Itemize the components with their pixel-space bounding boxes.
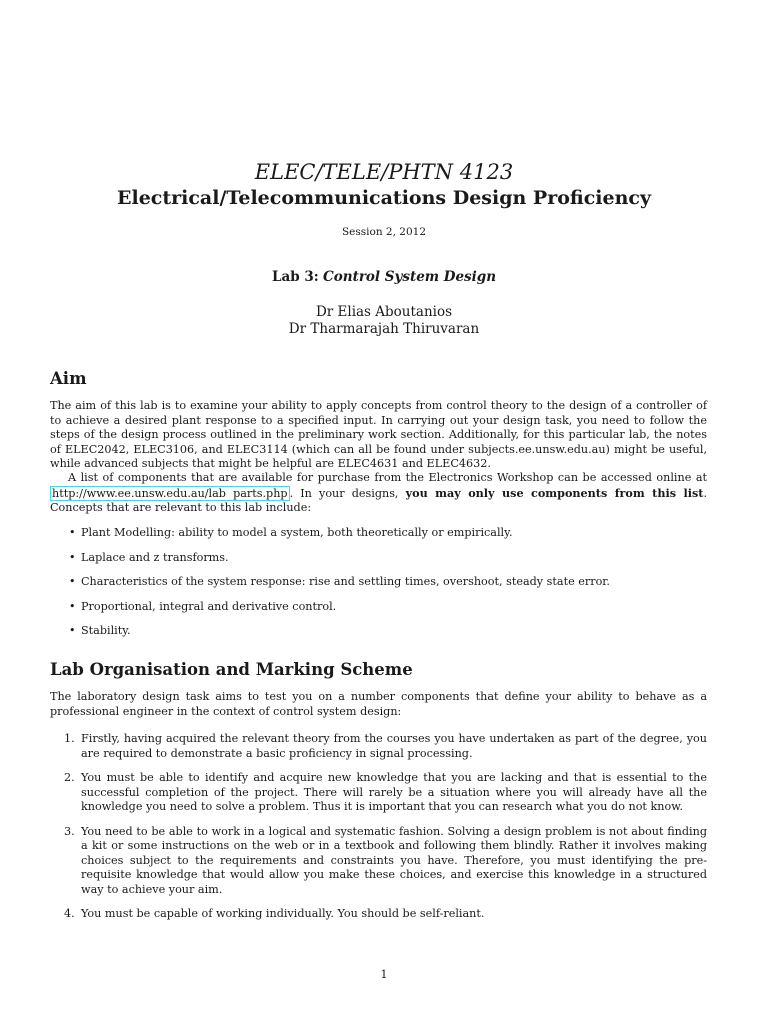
list-item	[50, 907, 707, 922]
course-code: ELEC/TELE/PHTN 4123	[254, 160, 514, 184]
list-item-text: Plant Modelling: ability to model a system, both theoretically or empirically.	[81, 526, 513, 539]
list-item-text: Characteristics of the system response: rise and settling times, overshoot, steady state error.	[81, 575, 610, 588]
aim-paragraph: The aim of this lab is to examine your ability to apply concepts from control theory to the design of a controller of to achieve a desired plant response to a specified input. In carrying out your design task, you need to follow the steps of the design process outlined in the preliminary work section. Additionally, for this particular lab, the notes of ELEC2042, ELEC3106, and ELEC3114 (which can all be found under subjects.ee.unsw.edu.au) might be useful, while advanced subjects that might be helpful are ELEC4631 and ELEC4632.	[50, 399, 707, 470]
list-item	[50, 825, 707, 898]
list-item-text: You need to be able to work in a logical and systematic fashion. Solving a design problem is not about finding a kit or some instructions on the web or in a textbook and following them blindly. Rather it involves making choices subject to the requirements and constraints you have. Therefore, you must identifying the pre-requisite knowledge that would allow you make these choices, and exercise this knowledge in a structured way to achieve your aim.	[81, 824, 707, 896]
concepts-list	[50, 526, 707, 649]
lab-number: Lab 3:	[271, 269, 319, 285]
bullet-icon: •	[69, 526, 76, 539]
components-emphasis: you may only use components from this list	[405, 485, 704, 500]
list-number: 1.	[64, 732, 75, 745]
section-heading-organisation: Lab Organisation and Marking Scheme	[50, 660, 413, 679]
list-item	[50, 551, 707, 566]
list-item	[50, 771, 707, 815]
list-number: 2.	[64, 771, 75, 784]
components-numbered-list	[50, 732, 707, 932]
components-text-start: A list of components that are available for purchase from the Electronics Workshop can be accessed online at	[68, 471, 707, 484]
list-item	[50, 575, 707, 590]
lab-title	[0, 268, 768, 286]
lab-name: Control System Design	[323, 269, 497, 285]
components-text-middle: . In your designs,	[289, 486, 399, 500]
list-item	[50, 526, 707, 541]
bullet-icon: •	[69, 599, 76, 613]
list-item	[50, 732, 707, 761]
components-paragraph	[50, 471, 707, 516]
list-item-text: Firstly, having acquired the relevant theory from the courses you have undertaken as part of the degree, you are required to demonstrate a basic proficiency in signal processing.	[81, 732, 707, 760]
list-number: 3.	[64, 824, 75, 838]
page-number: 1	[380, 968, 388, 981]
list-item	[50, 624, 707, 639]
bullet-icon: •	[69, 624, 76, 637]
bullet-icon: •	[69, 575, 76, 588]
organisation-intro: The laboratory design task aims to test you on a number components that define your ability to behave as a professional engineer in the context of control system design:	[50, 690, 707, 718]
course-title: Electrical/Telecommunications Design Proficiency	[117, 187, 651, 209]
session-label: Session 2, 2012	[341, 226, 427, 238]
list-number: 4.	[64, 907, 75, 920]
components-text-end: . Concepts that are relevant to this lab include:	[50, 486, 708, 514]
list-item-text: Laplace and z transforms.	[81, 550, 229, 564]
list-item-text: Proportional, integral and derivative control.	[81, 599, 337, 613]
author-name: Dr Tharmarajah Thiruvaran	[288, 321, 480, 337]
lab-parts-link[interactable]: http://www.ee.unsw.edu.au/lab parts.php	[52, 486, 288, 500]
list-item-text: Stability.	[81, 624, 131, 637]
list-item-text: You must be able to identify and acquire new knowledge that you are lacking and that is essential to the successful completion of the project. There will rarely be a situation where you will already have all the knowledge you need to solve a problem. Thus it is important that you can research what you do not know.	[81, 771, 707, 813]
author-name: Dr Elias Aboutanios	[315, 304, 453, 320]
list-item	[50, 600, 707, 615]
section-heading-aim: Aim	[50, 369, 87, 388]
bullet-icon: •	[69, 550, 76, 564]
list-item-text: You must be capable of working individually. You should be self-reliant.	[81, 907, 485, 920]
